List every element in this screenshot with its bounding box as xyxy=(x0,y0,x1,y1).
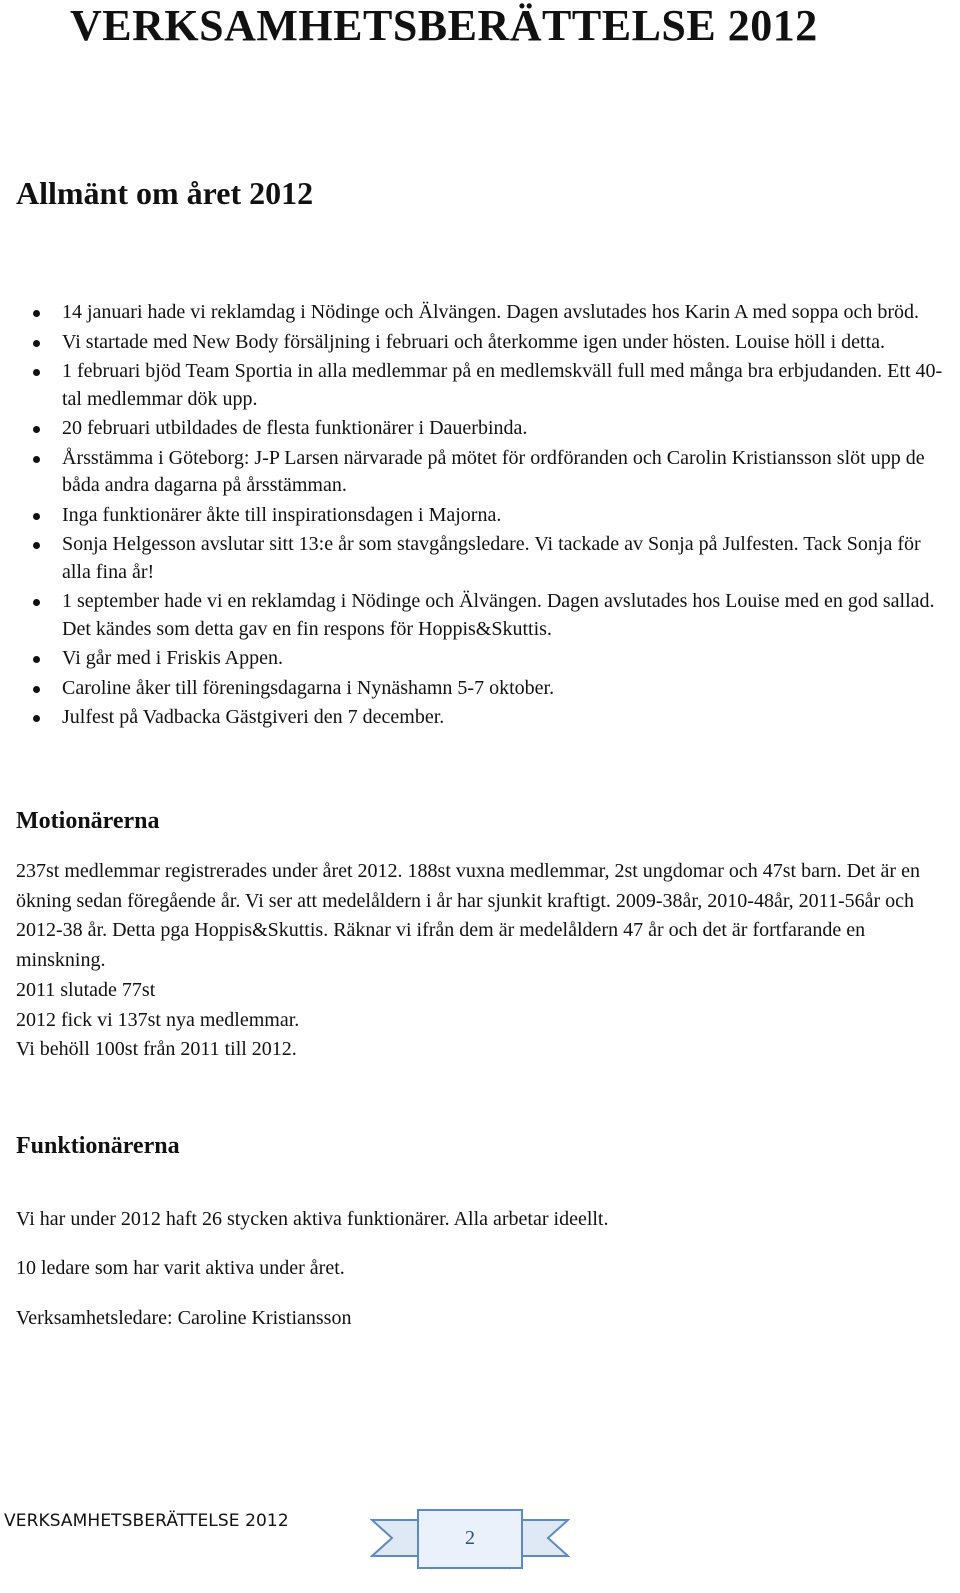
section-heading-funktionarer: Funktionärerna xyxy=(16,1133,180,1159)
funktionarer-line: Vi har under 2012 haft 26 stycken aktiva funktionärer. Alla arbetar ideellt. xyxy=(16,1208,609,1230)
ribbon-left-tail xyxy=(372,1520,418,1556)
section-heading-general: Allmänt om året 2012 xyxy=(16,175,314,211)
footer-title: VERKSAMHETSBERÄTTELSE 2012 xyxy=(4,1511,289,1531)
motionarer-line: 2011 slutade 77st xyxy=(16,979,156,1001)
bullet-list-general xyxy=(0,299,960,734)
list-item: 1 september hade vi en reklamdag i Nödinge och Älvängen. Dagen avslutades hos Louise med en god sallad. Det kändes som detta gav en fin respons för Hoppis&Skuttis. xyxy=(0,588,960,643)
funktionarer-line: 10 ledare som har varit aktiva under året. xyxy=(16,1257,345,1279)
list-item: 14 januari hade vi reklamdag i Nödinge och Älvängen. Dagen avslutades hos Karin A med soppa och bröd. xyxy=(0,299,960,327)
ribbon-right-tail xyxy=(522,1520,568,1556)
motionarer-line: Vi behöll 100st från 2011 till 2012. xyxy=(16,1038,297,1060)
funktionarer-line: Verksamhetsledare: Caroline Kristiansson xyxy=(16,1307,352,1329)
list-item: Vi startade med New Body försäljning i februari och återkomme igen under hösten. Louise höll i detta. xyxy=(0,329,960,357)
list-item: Sonja Helgesson avslutar sitt 13:e år som stavgångsledare. Vi tackade av Sonja på Julfesten. Tack Sonja för alla fina år! xyxy=(0,531,960,586)
list-item: Vi går med i Friskis Appen. xyxy=(0,645,960,673)
list-item: Inga funktionärer åkte till inspirationsdagen i Majorna. xyxy=(0,502,960,530)
list-item: Julfest på Vadbacka Gästgiveri den 7 december. xyxy=(0,704,960,732)
list-item: Årsstämma i Göteborg: J-P Larsen närvarade på mötet för ordföranden och Carolin Kristiansson slöt upp de båda andra dagarna på årsstämman. xyxy=(0,445,960,500)
motionarer-paragraph: 237st medlemmar registrerades under året 2012. 188st vuxna medlemmar, 2st ungdomar och 47st barn. Det är en ökning sedan föregående år. Vi ser att medelåldern i år har sjunkit kraftigt. 2009-38år, 2010-48år, 2011-56år och 2012-38 år. Detta pga Hoppis&Skuttis. Räknar vi ifrån dem är medelåldern 47 år och det är fortfarande en minskning. xyxy=(16,860,920,971)
list-item: 20 februari utbildades de flesta funktionärer i Dauerbinda. xyxy=(0,415,960,443)
page-number: 2 xyxy=(465,1527,475,1549)
section-heading-motionarer: Motionärerna xyxy=(16,808,160,834)
list-item: Caroline åker till föreningsdagarna i Nynäshamn 5-7 oktober. xyxy=(0,675,960,703)
list-item: 1 februari bjöd Team Sportia in alla medlemmar på en medlemskväll full med många bra erbjudanden. Ett 40-tal medlemmar dök upp. xyxy=(0,358,960,413)
document-title: VERKSAMHETSBERÄTTELSE 2012 xyxy=(70,1,818,50)
motionarer-line: 2012 fick vi 137st nya medlemmar. xyxy=(16,1009,300,1031)
